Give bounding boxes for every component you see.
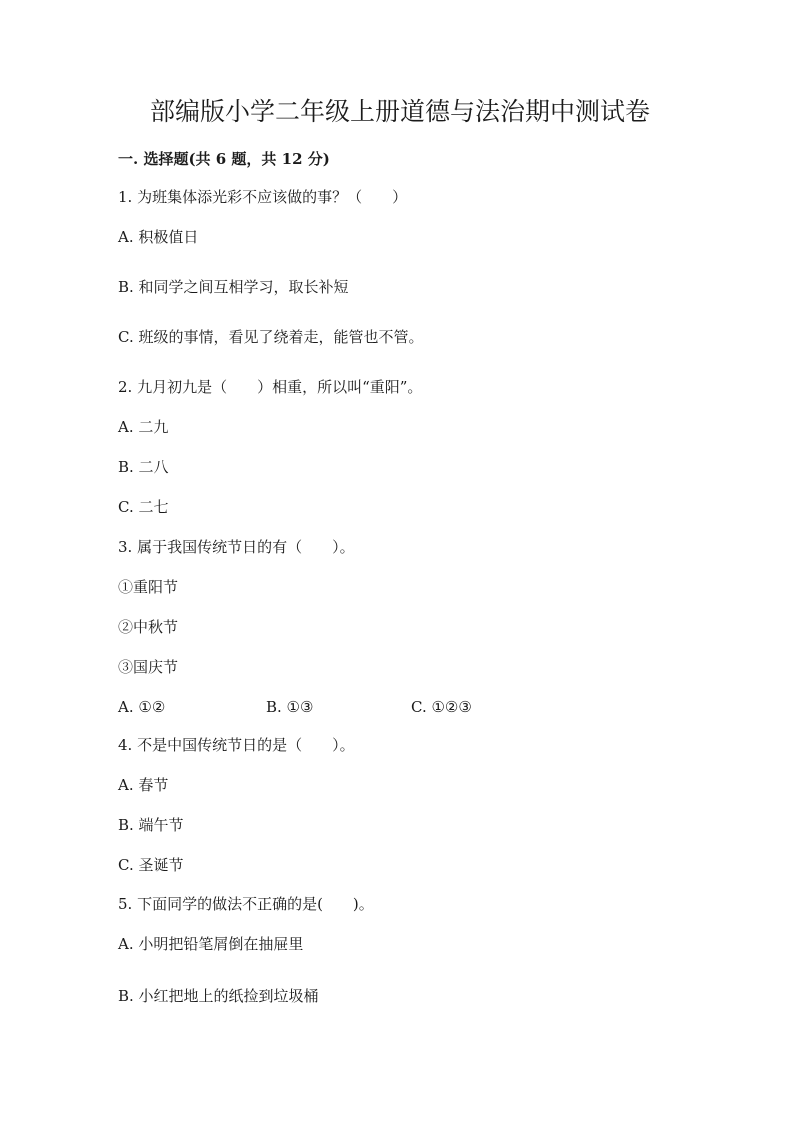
q3-option-a: A. ①②: [118, 698, 166, 716]
q3-item-3: ③国庆节: [118, 658, 179, 676]
q2-option-c: C. 二七: [118, 498, 169, 516]
q1-stem: 1. 为班集体添光彩不应该做的事？（ ）: [118, 188, 408, 206]
q3-item-2: ②中秋节: [118, 618, 179, 636]
q4-option-c: C. 圣诞节: [118, 856, 184, 874]
q4-option-b: B. 端午节: [118, 816, 184, 834]
q1-option-a: A. 积极值日: [118, 228, 199, 246]
q3-stem: 3. 属于我国传统节日的有（ ）。: [118, 538, 355, 556]
q2-option-b: B. 二八: [118, 458, 169, 476]
q3-option-b: B. ①③: [266, 698, 314, 716]
q5-option-b: B. 小红把地上的纸捡到垃圾桶: [118, 987, 319, 1005]
q5-option-a: A. 小明把铅笔屑倒在抽屉里: [118, 935, 304, 953]
q4-stem: 4. 不是中国传统节日的是（ ）。: [118, 736, 355, 754]
q1-option-b: B. 和同学之间互相学习，取长补短: [118, 278, 349, 296]
q2-stem: 2. 九月初九是（ ）相重，所以叫“重阳”。: [118, 378, 423, 396]
section-heading: 一. 选择题(共 6 题，共 12 分): [118, 150, 330, 168]
q1-option-c: C. 班级的事情，看见了绕着走，能管也不管。: [118, 328, 424, 346]
q5-stem: 5. 下面同学的做法不正确的是( )。: [118, 895, 374, 913]
q3-item-1: ①重阳节: [118, 578, 179, 596]
q4-option-a: A. 春节: [118, 776, 169, 794]
q3-option-c: C. ①②③: [411, 698, 472, 716]
q2-option-a: A. 二九: [118, 418, 169, 436]
page-title: 部编版小学二年级上册道德与法治期中测试卷: [149, 97, 650, 126]
